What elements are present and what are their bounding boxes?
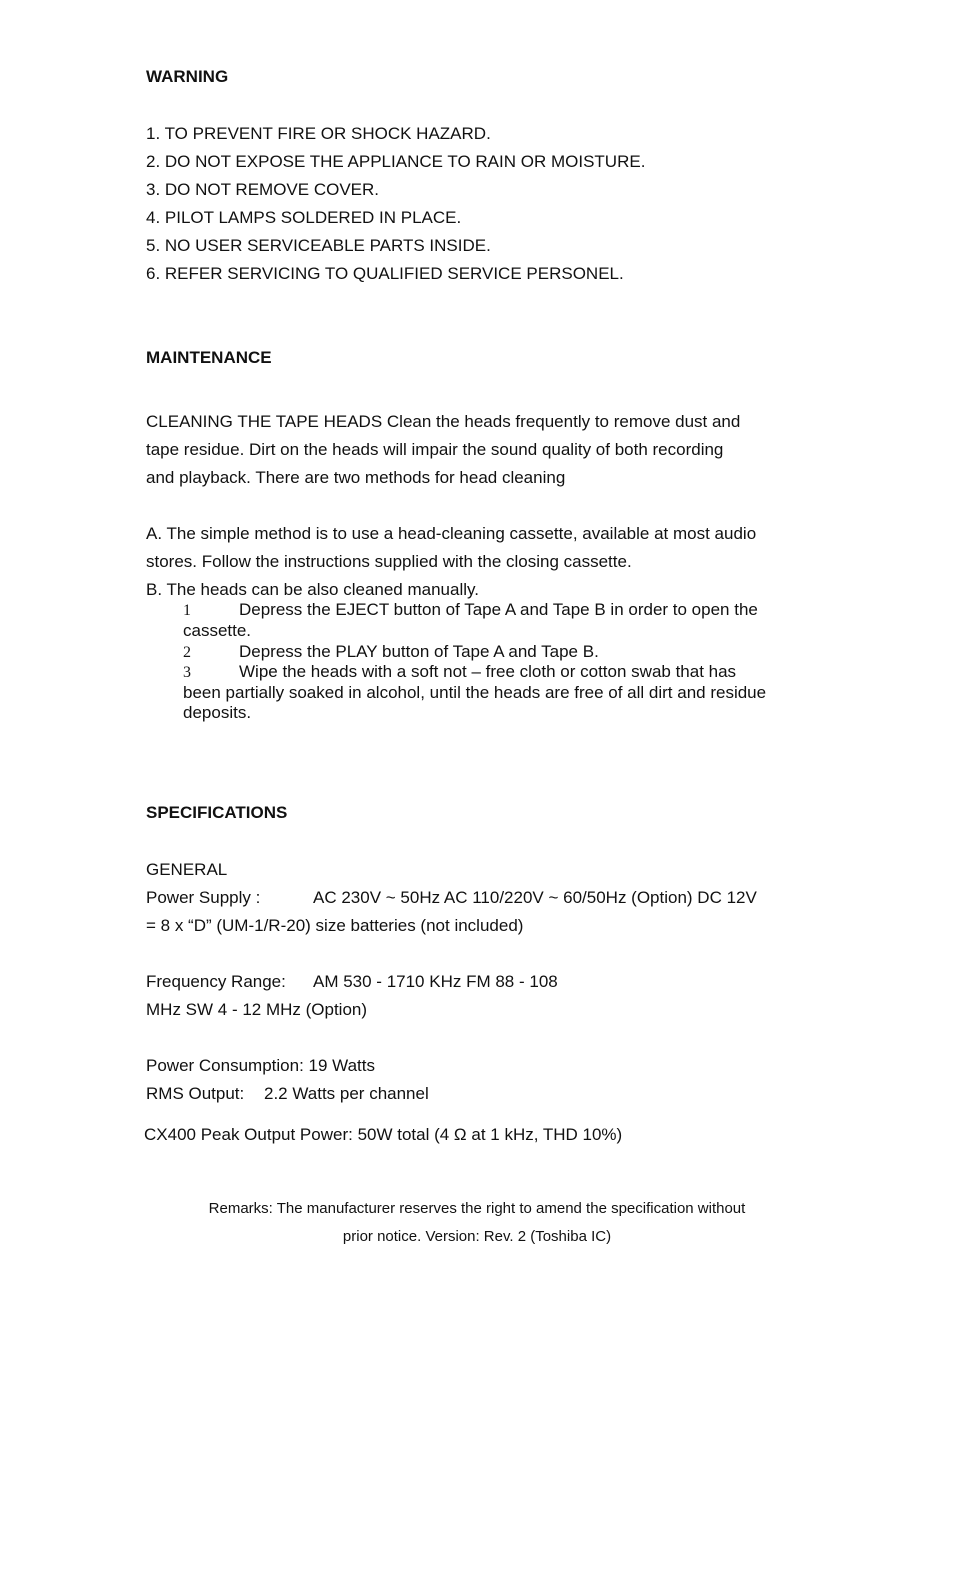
warning-item: 4. PILOT LAMPS SOLDERED IN PLACE. (146, 208, 462, 227)
warning-item: 6. REFER SERVICING TO QUALIFIED SERVICE PERSONEL. (146, 264, 624, 283)
spec-frequency-range-continuation: MHz SW 4 - 12 MHz (Option) (146, 1000, 368, 1019)
step-number: 2 (183, 644, 191, 661)
spec-label: Power Supply : (146, 888, 261, 907)
spec-power-consumption: Power Consumption: 19 Watts (146, 1056, 375, 1075)
spec-power-supply-continuation: = 8 x “D” (UM-1/R-20) size batteries (not included) (146, 916, 524, 935)
step-text: Depress the PLAY button of Tape A and Tape B. (239, 642, 599, 661)
step-1-continuation: cassette. (183, 621, 252, 640)
spec-value: 2.2 Watts per channel (264, 1084, 429, 1103)
spec-general: GENERAL (146, 860, 228, 879)
step-3-continuation: deposits. (183, 703, 252, 722)
step-number: 1 (183, 602, 191, 619)
warning-item: 2. DO NOT EXPOSE THE APPLIANCE TO RAIN OR MOISTURE. (146, 152, 646, 171)
remarks-line: prior notice. Version: Rev. 2 (Toshiba IC) (342, 1228, 612, 1245)
maintenance-intro-line: CLEANING THE TAPE HEADS Clean the heads frequently to remove dust and (146, 412, 741, 431)
spec-peak-output: CX400 Peak Output Power: 50W total (4 Ω at 1 kHz, THD 10%) (144, 1125, 623, 1144)
step-text: Wipe the heads with a soft not – free cloth or cotton swab that has (239, 662, 737, 681)
step-3-continuation: been partially soaked in alcohol, until the heads are free of all dirt and residue (183, 683, 767, 702)
spec-frequency-range (146, 972, 558, 992)
maintenance-intro-line: tape residue. Dirt on the heads will impair the sound quality of both recording (146, 440, 724, 459)
spec-rms-output (146, 1084, 429, 1104)
step-1 (183, 600, 758, 621)
specifications-heading: SPECIFICATIONS (146, 803, 288, 822)
spec-label: RMS Output: (146, 1084, 245, 1103)
warning-item: 5. NO USER SERVICEABLE PARTS INSIDE. (146, 236, 491, 255)
method-a-line: A. The simple method is to use a head-cleaning cassette, available at most audio (146, 524, 757, 543)
method-a-line: stores. Follow the instructions supplied with the closing cassette. (146, 552, 632, 571)
spec-label: Frequency Range: (146, 972, 286, 991)
step-number: 3 (183, 664, 191, 681)
spec-power-supply (146, 888, 757, 908)
remarks-line: Remarks: The manufacturer reserves the right to amend the specification without (208, 1200, 746, 1217)
spec-value: AM 530 - 1710 KHz FM 88 - 108 (313, 972, 558, 991)
warning-item: 3. DO NOT REMOVE COVER. (146, 180, 380, 199)
warning-heading: WARNING (146, 67, 229, 86)
spec-value: AC 230V ~ 50Hz AC 110/220V ~ 60/50Hz (Option) DC 12V (313, 888, 757, 907)
step-3 (183, 662, 736, 683)
maintenance-intro-line: and playback. There are two methods for head cleaning (146, 468, 566, 487)
maintenance-heading: MAINTENANCE (146, 348, 272, 367)
method-b-line: B. The heads can be also cleaned manually. (146, 580, 479, 599)
step-2 (183, 642, 599, 663)
step-text: Depress the EJECT button of Tape A and Tape B in order to open the (239, 600, 758, 619)
warning-item: 1. TO PREVENT FIRE OR SHOCK HAZARD. (146, 124, 491, 143)
